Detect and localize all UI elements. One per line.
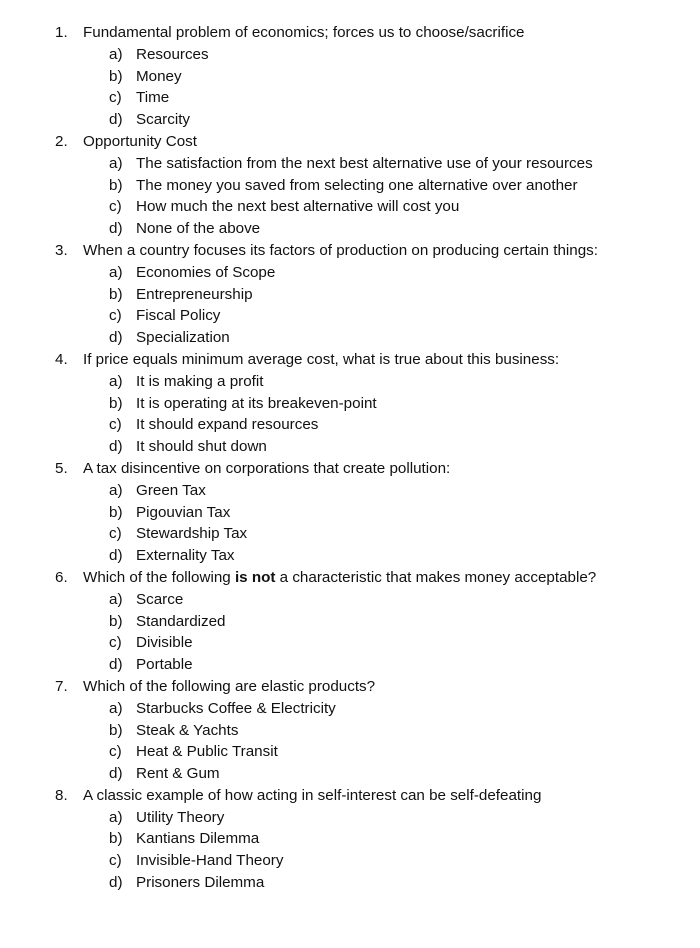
option-line (0, 763, 700, 785)
option-text: The money you saved from selecting one alternative over another (136, 176, 578, 194)
option-line (0, 66, 700, 88)
question-2 (0, 131, 700, 240)
question-number: 5. (55, 459, 68, 477)
option-text: Invisible-Hand Theory (136, 852, 284, 870)
option-letter: c) (109, 525, 122, 543)
option-line (0, 393, 700, 415)
option-text: Green Tax (136, 481, 206, 499)
option-letter: b) (109, 830, 123, 848)
option-text: Scarce (136, 590, 184, 608)
question-number: 1. (55, 24, 68, 41)
option-text: Divisible (136, 634, 193, 652)
option-letter: c) (109, 743, 122, 761)
option-letter: c) (109, 416, 122, 434)
question-4 (0, 349, 700, 458)
option-line (0, 480, 700, 502)
option-letter: a) (109, 481, 123, 499)
question-text (83, 785, 541, 807)
option-text: None of the above (136, 220, 261, 238)
option-letter: c) (109, 198, 122, 216)
question-6 (0, 567, 700, 676)
option-text: Money (136, 67, 182, 85)
question-number: 6. (55, 568, 68, 586)
option-line (0, 414, 700, 436)
option-letter: b) (109, 394, 123, 412)
option-line (0, 218, 700, 240)
option-letter: d) (109, 874, 123, 892)
option-letter: d) (109, 111, 123, 129)
option-letter: b) (109, 176, 123, 194)
option-text: Steak & Yachts (136, 721, 239, 739)
option-letter: a) (109, 699, 123, 717)
question-text-part: a characteristic that makes money acceptable? (275, 568, 597, 586)
option-text: It should shut down (136, 438, 267, 456)
option-text: Heat & Public Transit (136, 743, 278, 761)
option-text: Specialization (136, 329, 230, 347)
option-text: It should expand resources (136, 416, 319, 434)
option-line (0, 807, 700, 829)
option-line (0, 654, 700, 676)
question-3 (0, 240, 700, 349)
option-line (0, 502, 700, 524)
question-text-part: Opportunity Cost (83, 132, 197, 150)
option-line (0, 175, 700, 197)
option-line (0, 109, 700, 131)
quiz-document (0, 22, 700, 894)
option-letter: a) (109, 808, 123, 826)
option-letter: d) (109, 765, 123, 783)
question-7 (0, 676, 700, 785)
option-text: Rent & Gum (136, 765, 220, 783)
option-letter: a) (109, 45, 123, 63)
option-letter: b) (109, 285, 123, 303)
option-text: Entrepreneurship (136, 285, 253, 303)
option-text: Resources (136, 45, 209, 63)
option-text: Stewardship Tax (136, 525, 248, 543)
option-text: It is making a profit (136, 372, 264, 390)
option-line (0, 545, 700, 567)
question-text (83, 349, 559, 371)
option-line (0, 327, 700, 349)
option-letter: a) (109, 590, 123, 608)
option-line (0, 523, 700, 545)
option-line (0, 44, 700, 66)
question-number: 4. (55, 350, 68, 368)
option-letter: d) (109, 220, 123, 238)
question-text (83, 676, 375, 698)
option-text: Utility Theory (136, 808, 225, 826)
question-number: 8. (55, 786, 68, 804)
option-text: Portable (136, 656, 193, 674)
option-line (0, 262, 700, 284)
option-letter: a) (109, 372, 123, 390)
question-line (0, 567, 700, 589)
option-line (0, 872, 700, 894)
option-letter: b) (109, 67, 123, 85)
option-line (0, 436, 700, 458)
option-letter: b) (109, 612, 123, 630)
option-letter: c) (109, 307, 122, 325)
question-line (0, 785, 700, 807)
option-text: Externality Tax (136, 547, 235, 565)
question-text-part: Fundamental problem of economics; forces us to choose/sacrifice (83, 24, 525, 41)
option-line (0, 698, 700, 720)
question-number: 2. (55, 132, 68, 150)
question-text-part: A tax disincentive on corporations that create pollution: (83, 459, 451, 477)
option-letter: c) (109, 634, 122, 652)
option-letter: d) (109, 656, 123, 674)
question-number: 7. (55, 677, 68, 695)
question-text (83, 567, 596, 589)
option-line (0, 720, 700, 742)
option-line (0, 371, 700, 393)
question-text-part: Which of the following (83, 568, 235, 586)
question-line (0, 240, 700, 262)
question-text (83, 131, 197, 153)
option-line (0, 196, 700, 218)
question-text (83, 240, 598, 262)
question-text-part: When a country focuses its factors of production on producing certain things: (83, 241, 598, 259)
question-line (0, 349, 700, 371)
question-line (0, 676, 700, 698)
option-text: Fiscal Policy (136, 307, 221, 325)
option-line (0, 153, 700, 175)
question-text-part: Which of the following are elastic products? (83, 677, 376, 695)
option-letter: d) (109, 329, 123, 347)
option-line (0, 850, 700, 872)
question-text-part: A classic example of how acting in self-interest can be self-defeating (83, 786, 542, 804)
option-line (0, 611, 700, 633)
option-line (0, 741, 700, 763)
question-text-bold: is not (234, 568, 276, 586)
question-line (0, 131, 700, 153)
question-text (83, 458, 450, 480)
question-1 (0, 22, 700, 131)
option-text: Starbucks Coffee & Electricity (136, 699, 336, 717)
option-line (0, 87, 700, 109)
option-text: Time (136, 89, 170, 107)
question-8 (0, 785, 700, 894)
option-line (0, 632, 700, 654)
option-text: The satisfaction from the next best alternative use of your resources (136, 154, 593, 172)
question-number: 3. (55, 241, 68, 259)
option-text: Scarcity (136, 111, 191, 129)
option-letter: a) (109, 154, 123, 172)
option-letter: d) (109, 438, 123, 456)
option-text: Standardized (136, 612, 226, 630)
question-5 (0, 458, 700, 567)
option-text: Kantians Dilemma (136, 830, 260, 848)
question-text (83, 22, 525, 44)
option-text: Economies of Scope (136, 263, 276, 281)
question-line (0, 458, 700, 480)
option-line (0, 589, 700, 611)
option-letter: d) (109, 547, 123, 565)
option-letter: a) (109, 263, 123, 281)
option-letter: b) (109, 503, 123, 521)
question-text-part: If price equals minimum average cost, what is true about this business: (83, 350, 560, 368)
option-line (0, 828, 700, 850)
option-letter: c) (109, 852, 122, 870)
option-text: It is operating at its breakeven-point (136, 394, 377, 412)
option-letter: b) (109, 721, 123, 739)
option-text: How much the next best alternative will cost you (136, 198, 460, 216)
option-letter: c) (109, 89, 122, 107)
option-line (0, 305, 700, 327)
question-line (0, 22, 700, 44)
option-text: Prisoners Dilemma (136, 874, 265, 892)
option-line (0, 284, 700, 306)
option-text: Pigouvian Tax (136, 503, 231, 521)
